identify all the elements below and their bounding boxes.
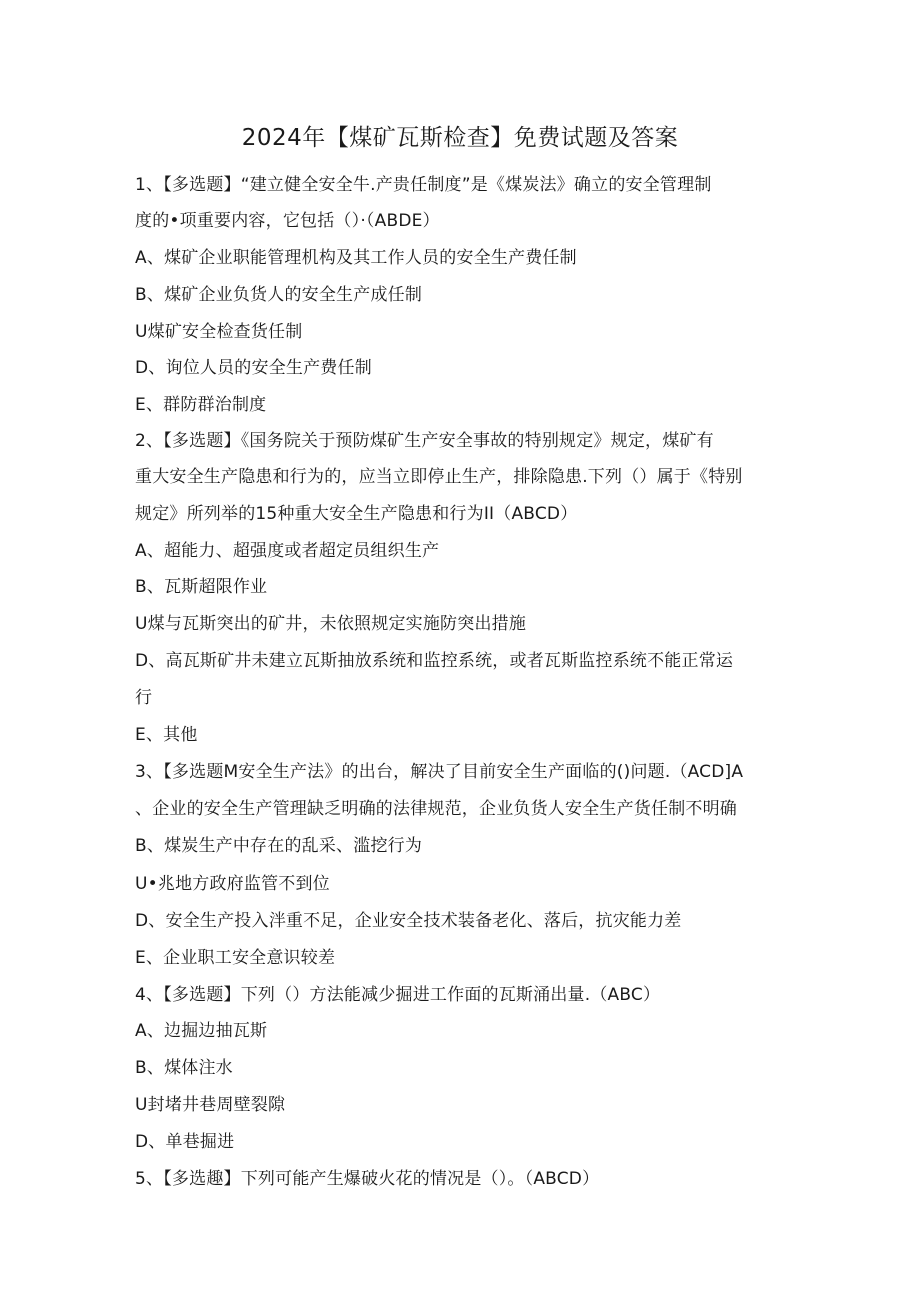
page-title: 2024年【煤矿瓦斯检查】免费试题及答案 xyxy=(241,125,679,151)
text-line: 行 xyxy=(135,688,153,708)
text-line: U煤与瓦斯突出的矿井，未依照规定实施防突出措施 xyxy=(135,614,527,634)
text-line: A、煤矿企业职能管理机构及其工作人员的安全生产费任制 xyxy=(135,248,577,268)
text-line: 2、【多选题】《国务院关于预防煤矿生产安全事故的特别规定》规定，煤矿有 xyxy=(135,431,714,451)
text-line: 5、【多选趣】下列可能产生爆破火花的情况是（）。（ABCD） xyxy=(135,1169,600,1189)
text-line: 4、【多选题】下列（）方法能减少掘进工作面的瓦斯涌出量.（ABC） xyxy=(135,985,661,1005)
text-line: 3、【多选题M安全生产法》的出台，解决了目前安全生产面临的()问题.（ACD]A xyxy=(135,762,744,782)
text-line: U封堵井巷周壁裂隙 xyxy=(135,1095,286,1115)
text-line: 、企业的安全生产管理缺乏明确的法律规范，企业负货人安全生产货任制不明确 xyxy=(135,799,737,819)
text-line: D、询位人员的安全生产费任制 xyxy=(135,358,372,378)
text-line: A、边掘边抽瓦斯 xyxy=(135,1021,268,1041)
text-line: D、高瓦斯矿井未建立瓦斯抽放系统和监控系统，或者瓦斯监控系统不能正常运 xyxy=(135,651,734,671)
text-line: 度的•项重要内容，它包括（）·（ABDE） xyxy=(135,211,440,231)
text-line: 重大安全生产隐患和行为的，应当立即停止生产，排除隐患.下列（）属于《特别 xyxy=(135,467,743,487)
text-line: E、其他 xyxy=(135,725,198,745)
text-line: 规定》所列举的15种重大安全生产隐患和行为II（ABCD） xyxy=(135,504,578,524)
text-line: E、群防群治制度 xyxy=(135,395,267,415)
text-line: A、超能力、超强度或者超定员组织生产 xyxy=(135,541,440,561)
text-line: B、煤矿企业负货人的安全生产成任制 xyxy=(135,285,423,305)
text-line: U•兆地方政府监管不到位 xyxy=(135,874,330,894)
text-line: B、瓦斯超限作业 xyxy=(135,577,268,597)
text-line: D、安全生产投入泮重不足，企业安全技术装备老化、落后，抗灾能力差 xyxy=(135,911,682,931)
text-line: 1、【多选题】“建立健全安全牛.产贵任制度”是《煤炭法》确立的安全管理制 xyxy=(135,175,712,195)
text-line: B、煤体注水 xyxy=(135,1058,233,1078)
text-line: D、单巷掘进 xyxy=(135,1132,235,1152)
text-line: E、企业职工安全意识较差 xyxy=(135,948,336,968)
text-line: U煤矿安全检查货任制 xyxy=(135,322,303,342)
text-line: B、煤炭生产中存在的乱采、滥挖行为 xyxy=(135,836,423,856)
